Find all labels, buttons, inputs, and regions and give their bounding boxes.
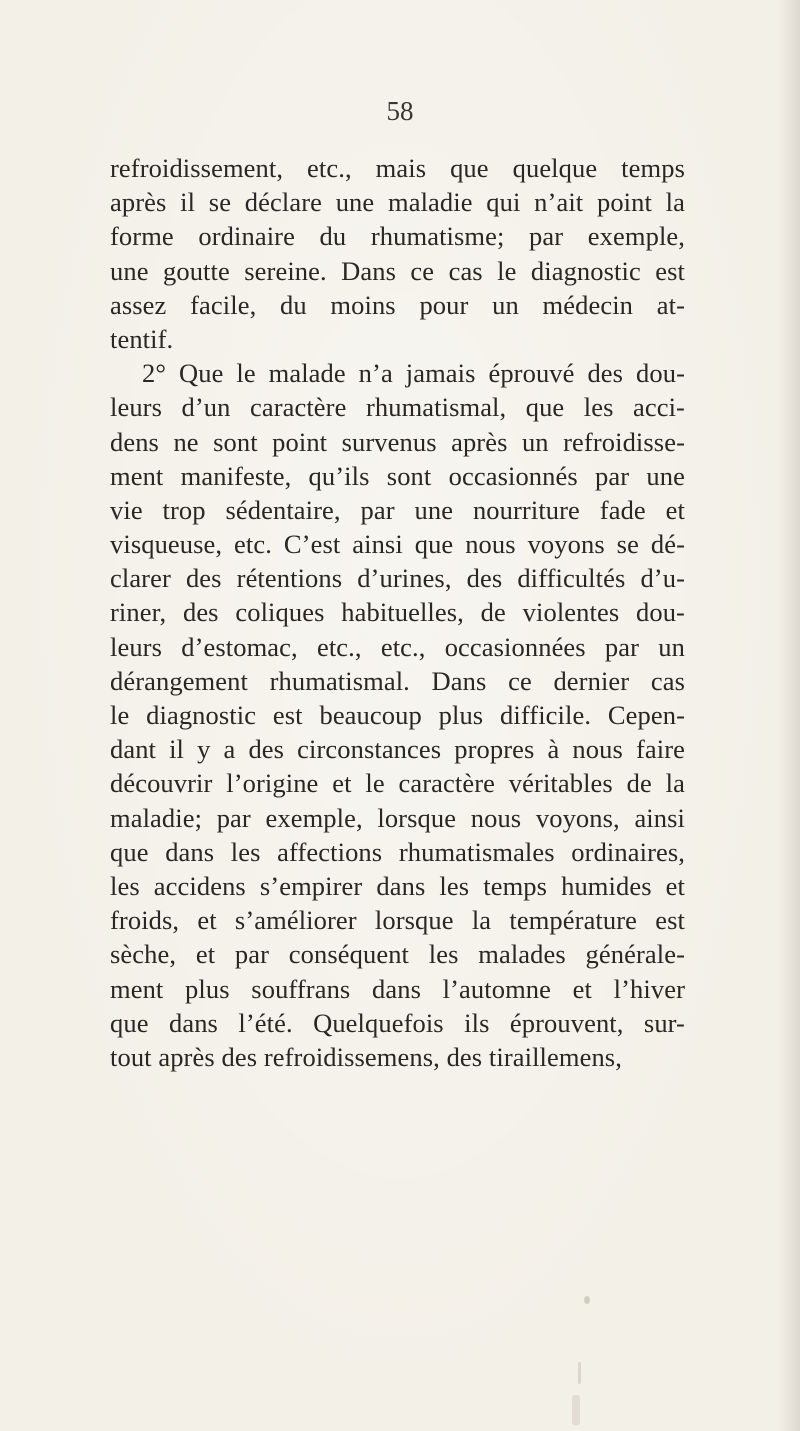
- text-line: ment manifeste, qu’ils sont occasionnés par une: [110, 460, 685, 491]
- page-number: 58: [386, 96, 414, 126]
- text-line: leurs d’estomac, etc., etc., occasionnées par un: [110, 631, 685, 662]
- text-line: riner, des coliques habituelles, de violentes dou-: [110, 597, 685, 628]
- text-line: dérangement rhumatismal. Dans ce dernier cas: [110, 665, 685, 696]
- text-line: leurs d’un caractère rhumatismal, que les acci-: [110, 392, 685, 423]
- text-line: tentif.: [110, 323, 174, 354]
- text-line: 2° Que le malade n’a jamais éprouvé des dou-: [142, 358, 685, 389]
- text-line: visqueuse, etc. C’est ainsi que nous voyons se dé-: [110, 529, 685, 560]
- text-line: dant il y a des circonstances propres à nous faire: [110, 734, 685, 765]
- text-line: forme ordinaire du rhumatisme; par exemple,: [110, 221, 685, 252]
- paper-speck: [578, 1362, 581, 1384]
- paper-speck: [572, 1395, 580, 1425]
- text-line: que dans les affections rhumatismales ordinaires,: [110, 836, 685, 867]
- text-line: après il se déclare une maladie qui n’ait point la: [110, 187, 685, 218]
- text-line: les accidens s’empirer dans les temps humides et: [110, 870, 685, 901]
- text-line: une goutte sereine. Dans ce cas le diagnostic est: [110, 255, 685, 286]
- page-edge-shadow: [778, 0, 800, 1431]
- text-line: assez facile, du moins pour un médecin at-: [110, 289, 685, 320]
- text-line: refroidissement, etc., mais que quelque temps: [110, 153, 685, 183]
- text-line: que dans l’été. Quelquefois ils éprouvent, sur-: [110, 1007, 685, 1038]
- text-line: vie trop sédentaire, par une nourriture fade et: [110, 494, 685, 525]
- text-line: découvrir l’origine et le caractère véritables de la: [110, 768, 685, 799]
- text-line: clarer des rétentions d’urines, des difficultés d’u-: [110, 563, 685, 594]
- paper-speck: [584, 1296, 590, 1304]
- text-line: maladie; par exemple, lorsque nous voyons, ainsi: [110, 802, 685, 833]
- text-line: sèche, et par conséquent les malades générale-: [110, 939, 685, 970]
- text-line: le diagnostic est beaucoup plus difficile. Cepen-: [110, 700, 685, 730]
- text-line: ment plus souffrans dans l’automne et l’hiver: [110, 973, 685, 1004]
- text-line: tout après des refroidissemens, des tiraillemens,: [110, 1041, 622, 1072]
- text-line: froids, et s’améliorer lorsque la température est: [110, 905, 685, 936]
- body-text: [110, 151, 685, 1074]
- text-line: dens ne sont point survenus après un refroidisse-: [110, 426, 685, 457]
